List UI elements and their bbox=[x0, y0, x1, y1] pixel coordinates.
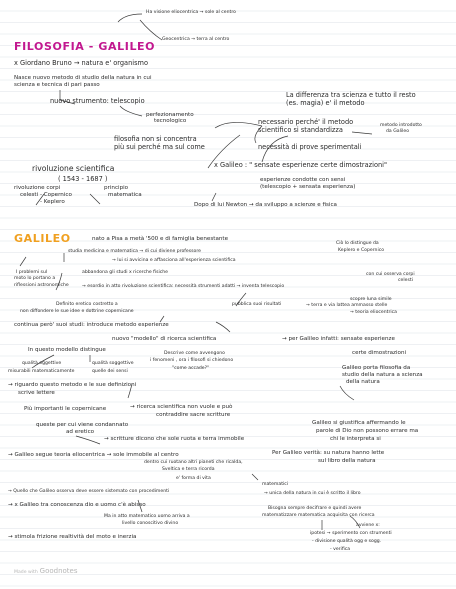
note-line: → ricerca scientifica non vuole e può bbox=[130, 404, 233, 410]
title-right: GALILEO bbox=[98, 40, 156, 53]
note-line: pubblica suoi risultati bbox=[232, 302, 282, 307]
note-line: nuovo "modello" di ricerca scientifica bbox=[112, 336, 217, 342]
note-line: chi le interpreta si bbox=[330, 436, 381, 442]
note-line: scienza e tecnica di pari passo bbox=[14, 82, 100, 88]
note-line: parole di Dio non possono errare ma bbox=[316, 428, 419, 434]
note-line: ( 1543 - 1687 ) bbox=[58, 175, 108, 183]
note-line: Ciò lo distingue da bbox=[336, 241, 379, 246]
note-line: Ma in atto matematico uomo arriva a bbox=[104, 514, 190, 519]
note-line: → teoria eliocentrica bbox=[350, 310, 397, 315]
note-line: scientifico si standardizza bbox=[258, 126, 343, 134]
note-line: moto lo portano a bbox=[14, 276, 56, 281]
note-line: - Keplero bbox=[40, 199, 65, 205]
watermark-brand: Goodnotes bbox=[39, 567, 78, 575]
note-line: ipotesi → sperimento con strumenti bbox=[310, 531, 392, 536]
note-line: (telescopio + sensata esperienza) bbox=[260, 184, 356, 190]
note-line: Bisogna sempre decifrare e quindi avere bbox=[268, 506, 362, 511]
note-line: abbandona gli studi x ricerche fisiche bbox=[82, 270, 169, 275]
note-line: celesti - Copernico bbox=[20, 192, 72, 198]
note-line: scopre luna simile bbox=[350, 297, 392, 302]
note-line: sul libro della natura bbox=[318, 458, 376, 464]
note-line: → unica della natura in cui è scritto il libro bbox=[264, 491, 361, 496]
note-line: necessario perché' il metodo bbox=[258, 118, 354, 126]
note-line: → riguardo questo metodo e le sue definizioni bbox=[8, 382, 137, 388]
note-line: Galileo porta filosofia da bbox=[342, 365, 411, 371]
note-line: Più importanti le copernicane bbox=[24, 406, 107, 412]
note-line: → scritture dicono che sole ruota e terra immobile bbox=[104, 436, 245, 442]
top-note-2: Geocentrica → terra al centro bbox=[162, 37, 230, 42]
note-line: Definito eretico costretto a bbox=[56, 302, 118, 307]
note-line: matematici bbox=[262, 482, 289, 487]
note-line: → lui si avvicina e affasciona all'esperienza scientifica bbox=[112, 258, 236, 263]
note-line: matematica bbox=[108, 192, 142, 198]
note-line: più sui perché ma sul come bbox=[114, 143, 205, 151]
goodnotes-watermark bbox=[14, 568, 78, 576]
note-line: studio della natura a scienza bbox=[342, 372, 423, 378]
note-line: celesti bbox=[398, 278, 413, 283]
note-line: misurabili matematicamente bbox=[8, 369, 75, 374]
note-line: continua però' suoi studi: introduce metodo esperienze bbox=[14, 322, 169, 328]
note-line: (es. magia) e' il metodo bbox=[286, 99, 365, 107]
note-line: principio bbox=[104, 185, 129, 191]
note-line: → x Galileo tra conoscenza dio e uomo c'è abisso bbox=[8, 502, 146, 508]
note-line: Galileo si giustifica affermando le bbox=[312, 420, 406, 426]
note-line: da Galileo bbox=[386, 129, 410, 134]
watermark-prefix: Made with bbox=[14, 570, 38, 575]
section-title-galileo: GALILEO bbox=[14, 232, 71, 245]
note-line: della natura bbox=[346, 379, 380, 385]
note-line: Descrive come avvengono bbox=[164, 351, 225, 356]
note-line: Per Galileo verità: su natura hanno lette bbox=[272, 450, 385, 456]
note-line: "come accade?" bbox=[172, 366, 210, 371]
note-line: riflessioni astronomiche bbox=[14, 283, 69, 288]
note-line: non diffondere le sue idee e dottrine copernicane bbox=[20, 309, 134, 314]
note-line: → terra e via lattea ammasso stelle bbox=[306, 303, 388, 308]
note-line: In questo modello distingue bbox=[28, 347, 106, 353]
note-line: → per Galileo infatti: sensate esperienze bbox=[282, 336, 395, 342]
note-line: nato a Pisa a metà '500 e di famiglia benestante bbox=[92, 236, 229, 242]
note-line: x Giordano Bruno → natura e' organismo bbox=[14, 59, 149, 67]
note-line: contraddire sacre scritture bbox=[156, 412, 231, 418]
note-line: Sveltica e terra ricorda bbox=[162, 467, 215, 472]
note-line: qualità oggettive bbox=[22, 361, 62, 366]
note-line: → Quello che Galileo osserva deve essere sistemato con procedimenti bbox=[8, 489, 170, 494]
note-line: Dopo di lui Newton → da sviluppo a scienze e fisica bbox=[194, 202, 337, 208]
note-line: → Galileo segue teoria eliocentrica → sole immobile al centro bbox=[8, 452, 179, 458]
top-note-1: Ha visione eliocentrica → sole al centro bbox=[146, 10, 236, 15]
note-line: scrive lettere bbox=[18, 390, 55, 396]
note-line: perfezionamento bbox=[146, 112, 194, 118]
note-line: quelle dei sensi bbox=[92, 369, 128, 374]
note-line: necessità di prove sperimentali bbox=[258, 143, 362, 151]
note-line: nuovo strumento: telescopio bbox=[50, 97, 145, 105]
note-line: La differenza tra scienza e tutto il resto bbox=[286, 91, 416, 99]
page-title bbox=[14, 41, 155, 52]
note-line: e' forma di vita bbox=[176, 476, 211, 481]
note-line: dentro cui ruotano altri pianeti che ricalda, bbox=[144, 460, 243, 465]
note-line: → stimola frizione realtività del moto e inerzia bbox=[8, 534, 137, 540]
note-line: I problemi sul bbox=[16, 270, 48, 275]
note-line: rivoluzione scientifica bbox=[32, 164, 115, 173]
note-line: filosofia non si concentra bbox=[114, 135, 197, 143]
note-line: ad eretico bbox=[66, 429, 95, 435]
note-line: - verifica bbox=[330, 547, 351, 552]
note-line: Nasce nuovo metodo di studio della natura in cui bbox=[14, 75, 152, 81]
title-left: FILOSOFIA bbox=[14, 40, 85, 53]
note-line: - divisione qualità ogg e sogg. bbox=[312, 539, 382, 544]
title-dash: - bbox=[84, 40, 99, 53]
note-line: avviene x: bbox=[356, 523, 380, 528]
note-line: queste per cui viene condannato bbox=[36, 422, 129, 428]
note-line: con cui osserva corpi bbox=[366, 272, 415, 277]
note-line: matematizzare matematica acquisita con ricerca bbox=[262, 513, 375, 518]
note-line: → esordio in atto rivoluzione scientifica: necessità strumenti adatti → inventa telescopio bbox=[82, 284, 285, 289]
note-line: certe dimostrazioni bbox=[352, 350, 407, 356]
note-line: x Galileo : " sensate esperienze certe dimostrazioni" bbox=[214, 161, 388, 169]
note-line: Keplero e Copernico bbox=[338, 248, 385, 253]
note-line: livello conoscitivo divino bbox=[122, 521, 179, 526]
note-line: qualità soggettive bbox=[92, 361, 134, 366]
note-line: rivoluzione corpi bbox=[14, 185, 61, 191]
note-line: esperienze condotte con sensi bbox=[260, 177, 346, 183]
note-line: tecnologico bbox=[154, 118, 187, 124]
note-line: i fenomeni , ora i filosofi si chiedono bbox=[150, 358, 234, 363]
note-line: metodo introdotto bbox=[380, 123, 422, 128]
note-line: studia medicina e matematica → di cui diviene professore bbox=[68, 249, 201, 254]
